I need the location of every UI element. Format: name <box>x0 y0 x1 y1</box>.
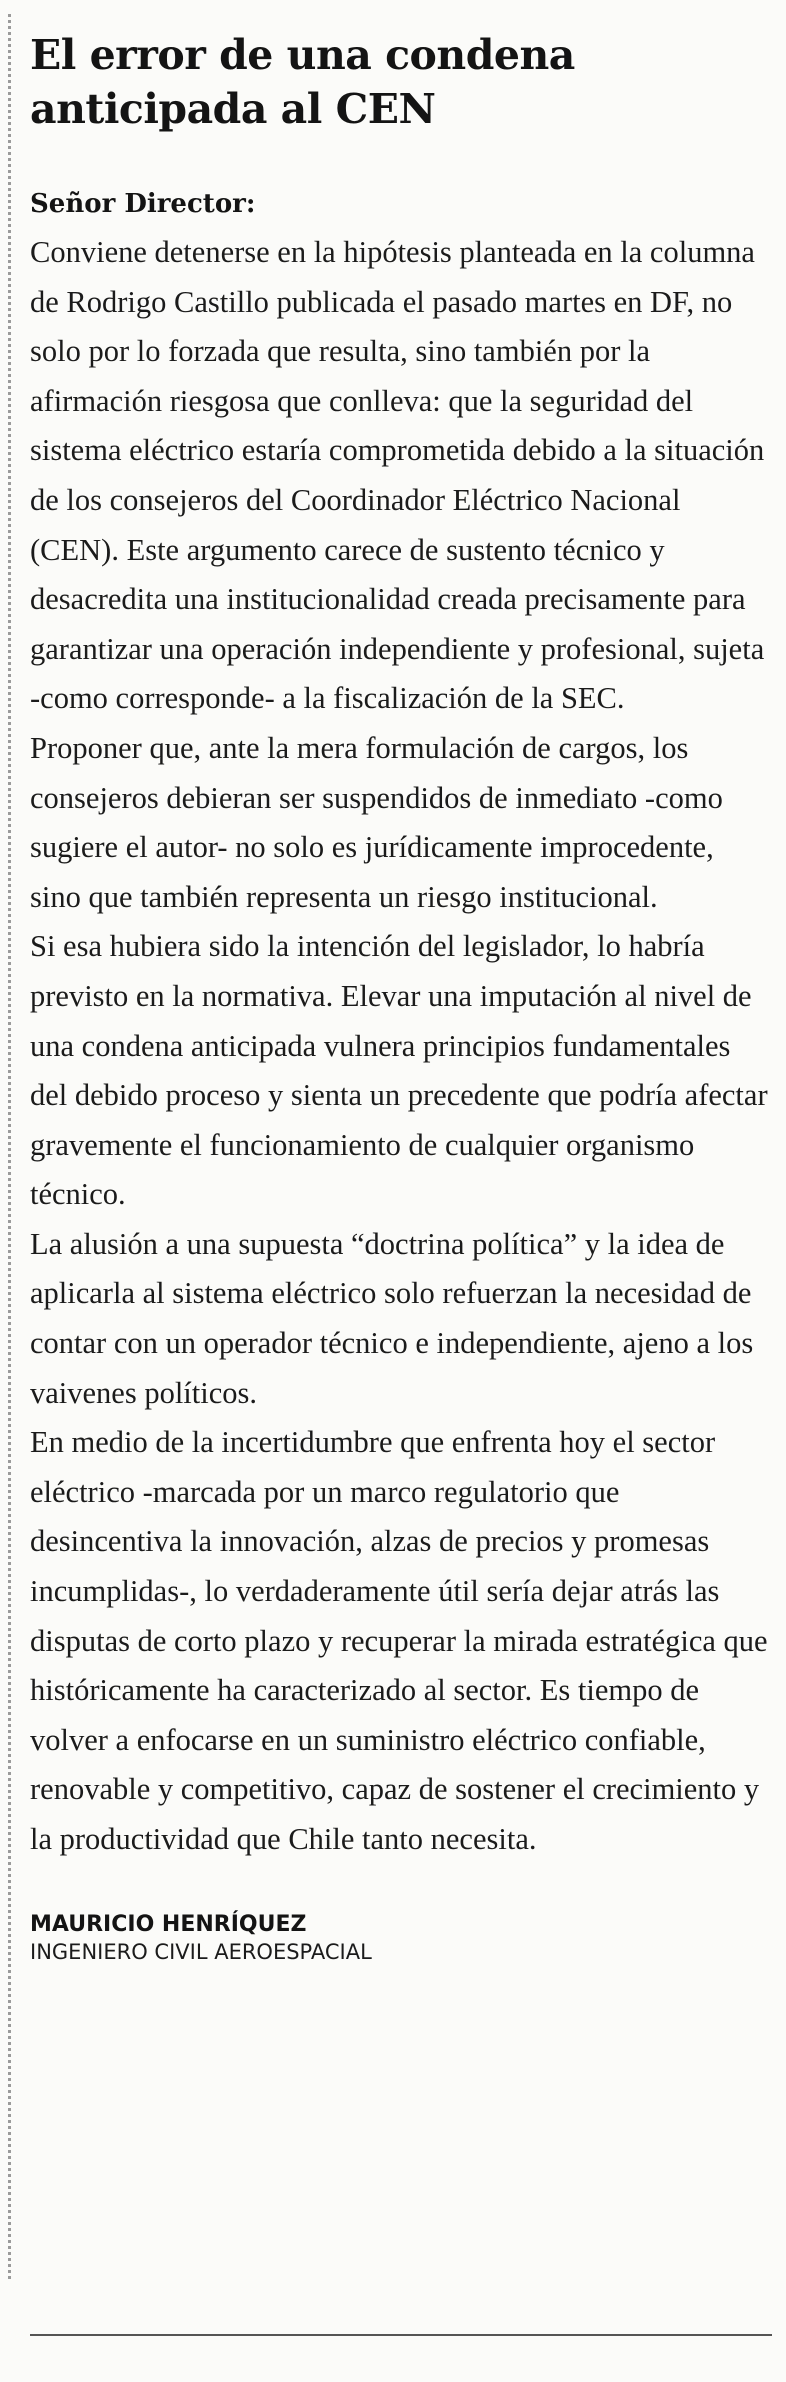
paragraph-2: Proponer que, ante la mera formulación de cargos, los consejeros debieran ser suspendidos de inmediato -como sugiere el autor- no solo es jurídicamente improcedente, sino que también representa un riesgo institucional. <box>30 730 723 914</box>
bottom-divider <box>30 2334 772 2336</box>
article-content <box>30 0 772 1965</box>
headline: El error de una condena anticipada al CEN <box>30 31 575 133</box>
paragraph-1: Conviene detenerse en la hipótesis planteada en la columna de Rodrigo Castillo publicada el pasado martes en DF, no solo por lo forzada que resulta, sino también por la afirmación riesgosa que conlleva: que la seguridad del sistema eléctrico estaría comprometida debido a la situación de los consejeros del Coordinador Eléctrico Nacional (CEN). Este argumento carece de sustento técnico y desacredita una institucionalidad creada precisamente para garantizar una operación independiente y profesional, sujeta -como corresponde- a la fiscalización de la SEC. <box>30 235 765 716</box>
author-name: MAURICIO HENRÍQUEZ <box>30 1911 307 1937</box>
paragraph-3: Si esa hubiera sido la intención del legislador, lo habría previsto en la normativa. Elevar una imputación al nivel de una condena anticipada vulnera principios fundamentales del debido proceso y sienta un precedente que podría afectar gravemente el funcionamiento de cualquier organismo técnico. <box>30 929 768 1212</box>
dotted-vertical-divider <box>8 14 11 2279</box>
paragraph-5: En medio de la incertidumbre que enfrenta hoy el sector eléctrico -marcada por un marco regulatorio que desincentiva la innovación, alzas de precios y promesas incumplidas-, lo verdaderamente útil sería dejar atrás las disputas de corto plazo y recuperar la mirada estratégica que históricamente ha caracterizado al sector. Es tiempo de volver a enfocarse en un suministro eléctrico confiable, renovable y competitivo, capaz de sostener el crecimiento y la productividad que Chile tanto necesita. <box>30 1425 768 1856</box>
author-title: INGENIERO CIVIL AEROESPACIAL <box>30 1939 372 1964</box>
paragraph-4: La alusión a una supuesta “doctrina política” y la idea de aplicarla al sistema eléctrico solo refuerzan la necesidad de contar con un operador técnico e independiente, ajeno a los vaivenes políticos. <box>30 1226 754 1410</box>
salutation: Señor Director: <box>30 189 256 219</box>
article-body <box>30 228 772 1865</box>
